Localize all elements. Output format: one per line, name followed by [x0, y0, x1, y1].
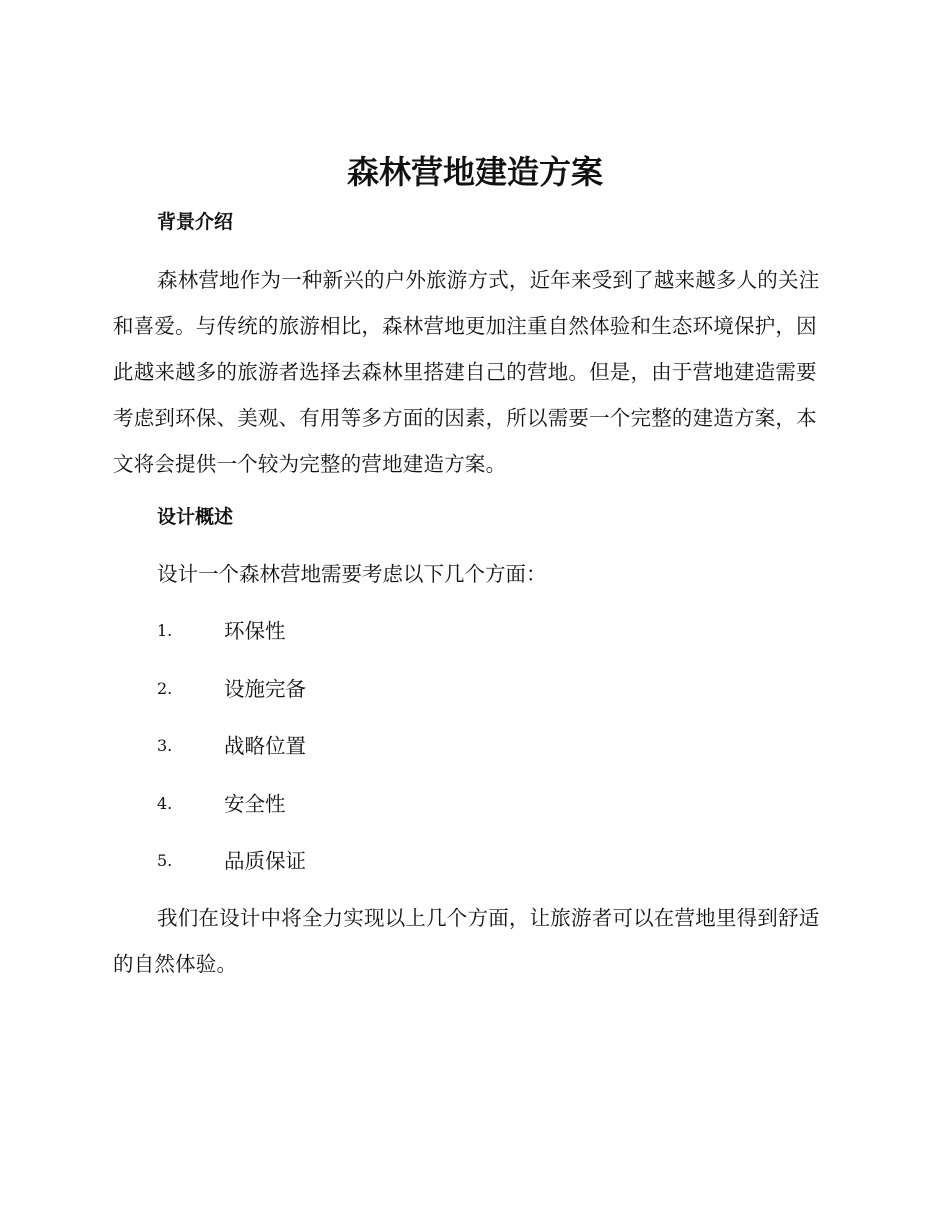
- document-title: 森林营地建造方案: [346, 153, 603, 191]
- list-item-number: 4.: [157, 793, 173, 813]
- list-item-text: 安全性: [224, 791, 286, 816]
- list-item-number: 2.: [157, 678, 173, 698]
- list-item-text: 品质保证: [224, 849, 306, 873]
- list-item-number: 1.: [157, 621, 173, 640]
- list-item: [157, 729, 306, 787]
- section-heading-design-overview: 设计概述: [157, 506, 234, 528]
- background-paragraph: 森林营地作为一种新兴的户外旅游方式，近年来受到了越来越多人的关注和喜爱。与传统的旅游相比，森林营地更加注重自然体验和生态环境保护，因此越来越多的旅游者选择去森林里搭建自己的营地。但是，由于营地建造需要考虑到环保、美观、有用等多方面的因素，所以需要一个完整的建造方案，本文将会提供一个较为完整的营地建造方案。: [113, 268, 820, 476]
- list-item: [157, 672, 306, 730]
- list-item: [157, 614, 306, 672]
- design-intro-text: 设计一个森林营地需要考虑以下几个方面：: [157, 562, 547, 586]
- list-item: [157, 844, 306, 902]
- list-item-number: 3.: [157, 736, 173, 755]
- list-item-number: 5.: [157, 851, 173, 870]
- design-conclusion-paragraph: 我们在设计中将全力实现以上几个方面，让旅游者可以在营地里得到舒适的自然体验。: [113, 906, 820, 976]
- section-heading-background: 背景介绍: [157, 211, 234, 233]
- list-item-text: 战略位置: [224, 734, 306, 758]
- list-item-text: 环保性: [224, 619, 286, 643]
- list-item: [157, 787, 306, 845]
- design-aspects-list: [157, 614, 306, 902]
- list-item-text: 设施完备: [224, 676, 306, 701]
